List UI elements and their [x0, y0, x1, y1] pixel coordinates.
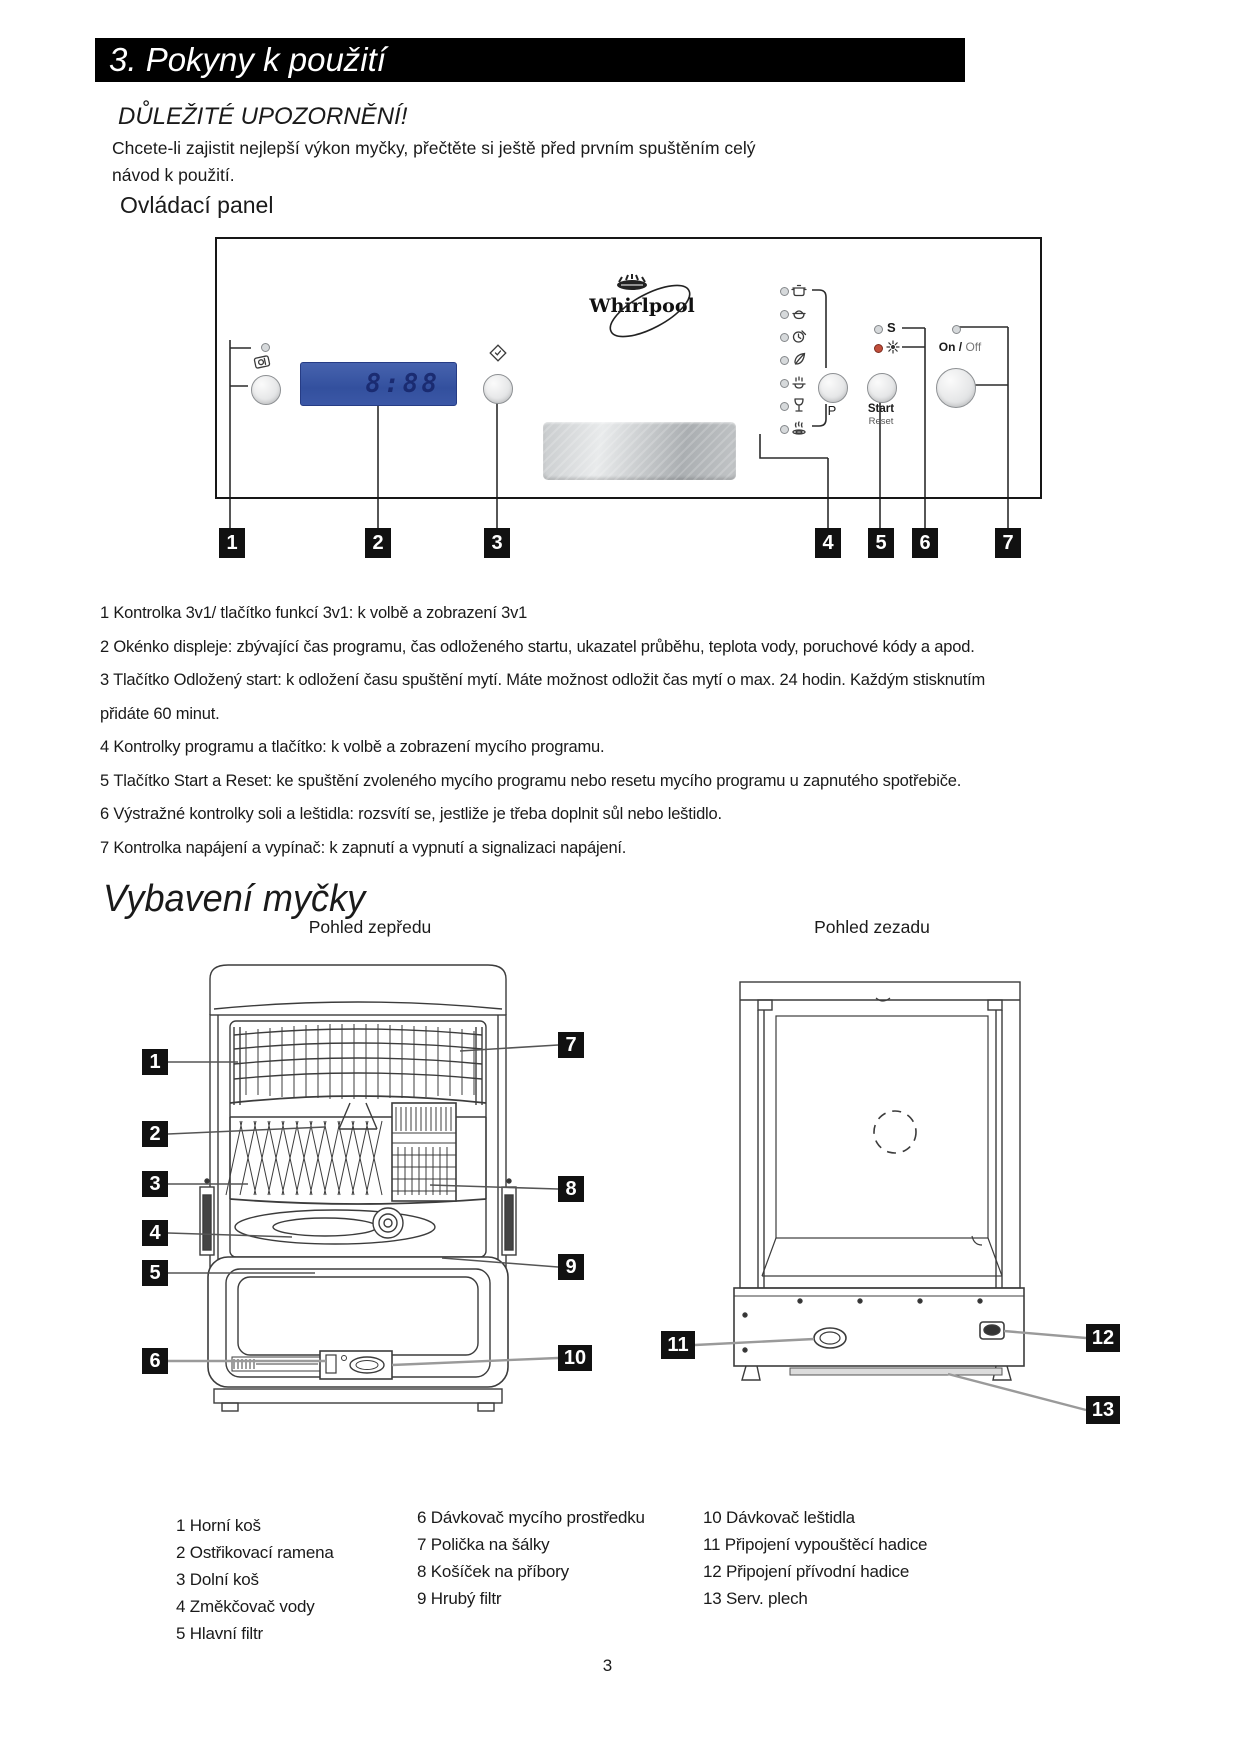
- program-button-label: P: [827, 403, 837, 418]
- front-callout-8: 8: [558, 1176, 584, 1202]
- part-item: 3 Dolní koš: [176, 1570, 259, 1589]
- front-callout-2: 2: [142, 1121, 168, 1147]
- display-digits: 8:88: [365, 369, 440, 399]
- legend-item-5: 5 Tlačítko Start a Reset: ke spuštění zvoleného mycího programu nebo resetu mycího programu u zapnutého spotřebiče.: [100, 771, 962, 790]
- off-label: Off: [965, 340, 982, 354]
- part-item: 7 Polička na šálky: [417, 1535, 550, 1554]
- 3in1-led: [261, 343, 270, 352]
- rear-view-label: Pohled zezadu: [814, 917, 930, 937]
- notice-heading: DŮLEŽITÉ UPOZORNĚNÍ!: [118, 103, 408, 130]
- panel-callout-7: 7: [995, 528, 1021, 558]
- eco-leaf-icon: [791, 351, 807, 367]
- part-item: 4 Změkčovač vody: [176, 1597, 315, 1616]
- part-item: 11 Připojení vypouštěcí hadice: [703, 1535, 928, 1554]
- front-callout-9: 9: [558, 1254, 584, 1280]
- pan-drops-icon: [791, 374, 807, 390]
- legend-item-1: 1 Kontrolka 3v1/ tlačítko funkcí 3v1: k volbě a zobrazení 3v1: [100, 604, 528, 622]
- 3in1-button[interactable]: [251, 375, 281, 405]
- pot-icon: [791, 282, 807, 298]
- part-item: 13 Serv. plech: [703, 1589, 808, 1608]
- rear-callout-12: 12: [1086, 1324, 1120, 1352]
- part-item: 1 Horní koš: [176, 1516, 261, 1535]
- rinse-aid-star-icon: [885, 339, 901, 355]
- salt-led: [874, 325, 883, 334]
- legend-item-4: 4 Kontrolky programu a tlačítko: k volbě a zobrazení mycího programu.: [100, 738, 605, 756]
- start-reset-button[interactable]: [867, 373, 897, 403]
- program-led-6: [780, 402, 789, 411]
- plate-clock-icon: [791, 328, 807, 344]
- on-off-label: [915, 340, 1005, 354]
- display-window: [300, 362, 457, 406]
- control-panel-heading: Ovládací panel: [120, 192, 274, 218]
- glass-icon: [791, 397, 807, 413]
- program-led-5: [780, 379, 789, 388]
- salt-icon: S: [887, 320, 897, 335]
- panel-legend: [100, 597, 1180, 865]
- parts-list-col2: [417, 1504, 645, 1612]
- dishes-steam-icon: [791, 420, 807, 436]
- front-callout-6: 6: [142, 1348, 168, 1374]
- rinse-aid-led: [874, 344, 883, 353]
- legend-item-7: 7 Kontrolka napájení a vypínač: k zapnutí a vypnutí a signalizaci napájení.: [100, 838, 627, 857]
- parts-list-col1: [176, 1512, 334, 1647]
- front-view-diagram: [130, 955, 595, 1455]
- panel-callout-3: 3: [484, 528, 510, 558]
- delay-start-button[interactable]: [483, 374, 513, 404]
- panel-callout-1: 1: [219, 528, 245, 558]
- chapter-title: 3. Pokyny k použití: [109, 41, 386, 78]
- front-callout-5: 5: [142, 1260, 168, 1286]
- legend-item-2: 2 Okénko displeje: zbývající čas programu, čas odloženého startu, ukazatel průběhu, teplota vody, poruchové kódy a apod.: [100, 637, 975, 656]
- program-led-4: [780, 356, 789, 365]
- reset-label: Reset: [868, 416, 894, 427]
- program-led-3: [780, 333, 789, 342]
- rear-callout-13: 13: [1086, 1396, 1120, 1424]
- program-led-1: [780, 287, 789, 296]
- on-off-button[interactable]: [936, 368, 976, 408]
- part-item: 6 Dávkovač mycího prostředku: [417, 1508, 645, 1527]
- panel-callout-5: 5: [868, 528, 894, 558]
- panel-callout-6: 6: [912, 528, 938, 558]
- panel-callout-4: 4: [815, 528, 841, 558]
- front-callout-4: 4: [142, 1220, 168, 1246]
- program-led-7: [780, 425, 789, 434]
- legend-item-6: 6 Výstražné kontrolky soli a leštidla: rozsvítí se, jestliže je třeba doplnit sůl nebo leštidlo.: [100, 805, 722, 823]
- front-callout-7: 7: [558, 1032, 584, 1058]
- front-callout-3: 3: [142, 1171, 168, 1197]
- part-item: 9 Hrubý filtr: [417, 1589, 502, 1608]
- part-item: 5 Hlavní filtr: [176, 1624, 263, 1643]
- notice-line1: Chcete-li zajistit nejlepší výkon myčky, přečtěte si ještě před prvním spuštěním celý: [112, 138, 756, 158]
- door-handle-plate: [543, 422, 736, 480]
- program-led-2: [780, 310, 789, 319]
- program-select-button[interactable]: [818, 373, 848, 403]
- power-led: [952, 325, 961, 334]
- part-item: 10 Dávkovač leštidla: [703, 1508, 855, 1527]
- front-callout-10: 10: [558, 1345, 592, 1371]
- rear-callout-11: 11: [661, 1331, 695, 1359]
- part-item: 12 Připojení přívodní hadice: [703, 1562, 910, 1581]
- control-panel-diagram: [215, 237, 1042, 499]
- delay-start-icon: [488, 343, 508, 363]
- brand-wordmark: Whirlpool: [589, 295, 695, 317]
- parts-list-col3: [703, 1504, 927, 1612]
- part-item: 2 Ostřikovací ramena: [176, 1543, 334, 1562]
- on-label: On /: [938, 340, 963, 354]
- start-label: Start: [867, 403, 895, 415]
- notice-line2: návod k použití.: [112, 165, 235, 185]
- page-number: 3: [602, 1656, 613, 1675]
- 3in1-tablet-icon: [251, 353, 273, 371]
- front-view-label: Pohled zepředu: [308, 917, 432, 937]
- legend-item-3: 3 Tlačítko Odložený start: k odložení času spuštění mytí. Máte možnost odložit čas mytí o max. 24 hodin. Každým stisknutím přidáte 60 minut.: [100, 671, 986, 723]
- casserole-icon: [791, 305, 807, 321]
- rear-view-diagram: [650, 970, 1130, 1440]
- front-callout-1: 1: [142, 1049, 168, 1075]
- logo-swoosh: [562, 269, 722, 344]
- part-item: 8 Košíček na příbory: [417, 1562, 569, 1581]
- equipment-heading: Vybavení myčky: [103, 878, 366, 920]
- panel-callout-2: 2: [365, 528, 391, 558]
